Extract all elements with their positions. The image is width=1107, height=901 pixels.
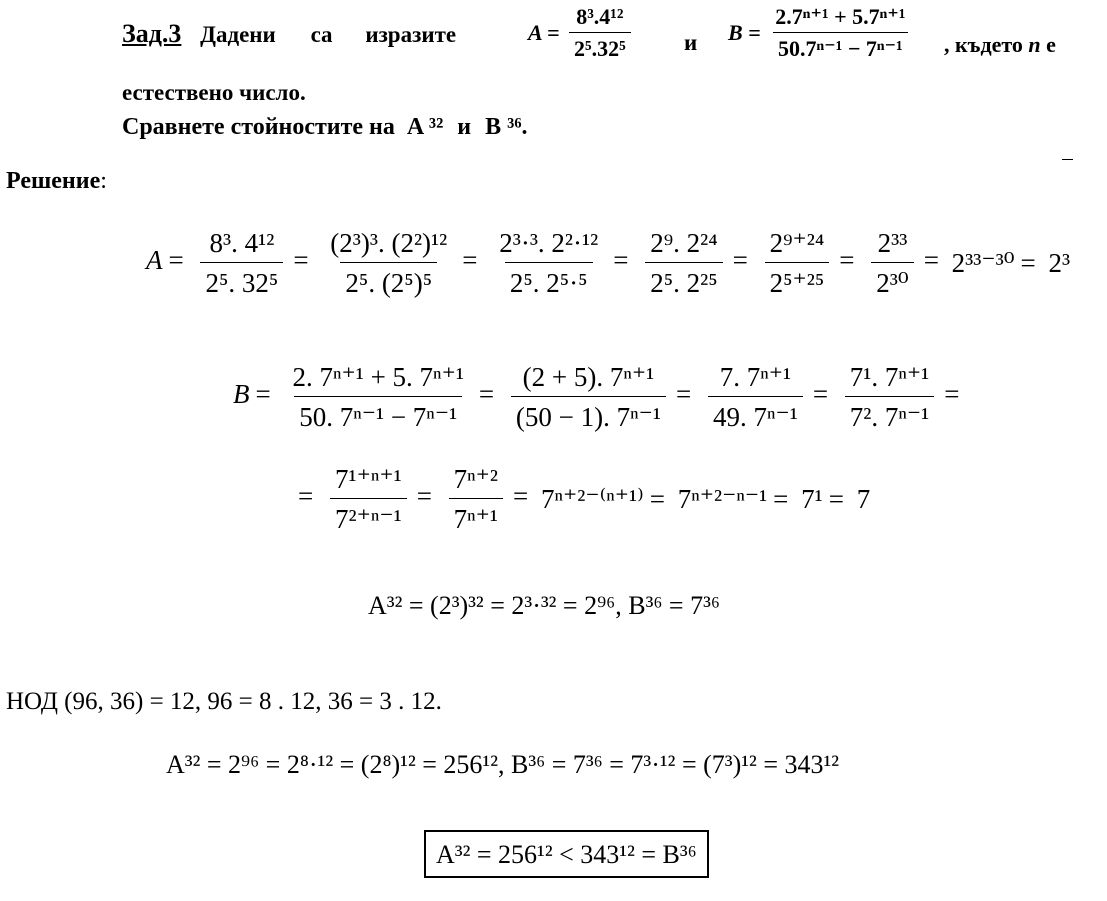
task-dot: . bbox=[521, 114, 528, 140]
B-tail-1: 7ⁿ⁺²⁻⁽ⁿ⁺¹⁾ bbox=[541, 484, 644, 514]
A-tail-1: 2³³⁻³⁰ bbox=[951, 248, 1015, 278]
B-step-6-den: 7ⁿ⁺¹ bbox=[449, 498, 503, 536]
A-step-6-num: 2³³ bbox=[877, 228, 908, 258]
equals-sign: = bbox=[944, 379, 960, 410]
equals-sign: = bbox=[773, 484, 789, 514]
A-tail-2: 2³ bbox=[1048, 248, 1071, 278]
task-natural-number: естествено число. bbox=[122, 80, 306, 105]
A-step-6-den: 2³⁰ bbox=[871, 262, 913, 300]
gcd-line: НОД (96, 36) = 12, 96 = 8 . 12, 36 = 3 . 12. bbox=[6, 688, 442, 715]
B-step-3-num: 7. 7ⁿ⁺¹ bbox=[719, 362, 792, 392]
A-step-3-num: 2³·³. 2²·¹² bbox=[499, 228, 599, 258]
equals-sign: = bbox=[462, 245, 478, 276]
B-equation-chain-1 bbox=[233, 360, 965, 434]
A-step-1-den: 2⁵. 32⁵ bbox=[200, 262, 283, 300]
task-A-numerator: 8³.4¹² bbox=[576, 4, 624, 29]
B-step-6-num: 7ⁿ⁺² bbox=[453, 464, 499, 494]
task-B-definition bbox=[728, 4, 914, 62]
task-A-denominator: 2⁵.32⁵ bbox=[569, 32, 631, 62]
equals-sign: = bbox=[812, 379, 829, 410]
task-is: е bbox=[1046, 32, 1056, 57]
equals-sign: = bbox=[732, 245, 748, 276]
decorative-dash bbox=[1062, 159, 1073, 160]
B-step-1 bbox=[287, 360, 468, 434]
A-step-2 bbox=[325, 226, 452, 300]
A-step-5 bbox=[765, 226, 830, 300]
A-step-5-den: 2⁵⁺²⁵ bbox=[765, 262, 830, 300]
B-step-6 bbox=[449, 462, 503, 536]
A-step-1 bbox=[200, 226, 283, 300]
B-step-1-num: 2. 7ⁿ⁺¹ + 5. 7ⁿ⁺¹ bbox=[292, 362, 464, 392]
powers-line: A³² = (2³)³² = 2³·³² = 2⁹⁶, B³⁶ = 7³⁶ bbox=[368, 591, 720, 620]
solution-label-line bbox=[6, 168, 107, 195]
B-step-4 bbox=[845, 360, 934, 434]
task-n-variable: n bbox=[1028, 32, 1041, 57]
task-A-definition bbox=[528, 4, 635, 62]
task-B-numerator: 2.7ⁿ⁺¹ + 5.7ⁿ⁺¹ bbox=[775, 4, 906, 29]
B-step-2 bbox=[511, 360, 666, 434]
B-step-1-den: 50. 7ⁿ⁻¹ − 7ⁿ⁻¹ bbox=[294, 396, 462, 434]
B-step-4-num: 7¹. 7ⁿ⁺¹ bbox=[849, 362, 930, 392]
task-compare-line bbox=[122, 114, 528, 141]
solution-label: Решение bbox=[6, 168, 101, 194]
B-tail-3: 7¹ bbox=[801, 484, 823, 514]
B-step-5 bbox=[330, 462, 407, 536]
task-A-fraction bbox=[569, 4, 631, 62]
task-conj-and: и bbox=[684, 30, 698, 55]
A-step-1-num: 8³. 4¹² bbox=[209, 228, 275, 258]
equals-sign: = bbox=[416, 481, 432, 512]
equals-sign: = bbox=[675, 379, 692, 410]
task-intro-word: Дадени bbox=[200, 22, 276, 47]
equals-sign: = bbox=[839, 245, 855, 276]
A-equation-chain bbox=[146, 226, 1070, 300]
A-step-2-num: (2³)³. (2²)¹² bbox=[330, 228, 448, 258]
B-step-3-den: 49. 7ⁿ⁻¹ bbox=[708, 396, 803, 434]
task-B-lhs: B = bbox=[728, 20, 761, 45]
task-and: и bbox=[457, 114, 472, 140]
A-symbol: A bbox=[146, 245, 163, 276]
task-B-denominator: 50.7ⁿ⁻¹ − 7ⁿ⁻¹ bbox=[773, 32, 908, 62]
A-step-6 bbox=[871, 226, 913, 300]
task-where-clause bbox=[944, 32, 1056, 58]
task-word-are: са bbox=[310, 22, 333, 47]
B-step-3 bbox=[708, 360, 803, 434]
A-step-3-den: 2⁵. 2⁵·⁵ bbox=[505, 262, 593, 300]
equals-sign: = bbox=[168, 245, 184, 276]
A-step-4-den: 2⁵. 2²⁵ bbox=[645, 262, 722, 300]
B-tail-4: 7 bbox=[856, 484, 871, 514]
task-word-expr: изразите bbox=[365, 22, 457, 47]
task-A32: A ³² bbox=[406, 114, 444, 140]
equals-sign: = bbox=[293, 245, 309, 276]
B-step-5-den: 7²⁺ⁿ⁻¹ bbox=[330, 498, 407, 536]
B-tail-2: 7ⁿ⁺²⁻ⁿ⁻¹ bbox=[677, 484, 768, 514]
equals-sign: = bbox=[513, 481, 529, 512]
task-A-lhs: A = bbox=[528, 20, 560, 45]
B-step-4-den: 7². 7ⁿ⁻¹ bbox=[845, 396, 934, 434]
equals-sign: = bbox=[649, 484, 665, 514]
task-statement-line-1 bbox=[122, 18, 456, 49]
B-equation-chain-2 bbox=[292, 462, 870, 536]
task-B36: B ³⁶ bbox=[485, 114, 522, 140]
equals-sign: = bbox=[478, 379, 495, 410]
B-step-5-num: 7¹⁺ⁿ⁺¹ bbox=[334, 464, 402, 494]
A-step-2-den: 2⁵. (2⁵)⁵ bbox=[340, 262, 437, 300]
task-compare-text: Сравнете стойностите на bbox=[122, 114, 395, 140]
equals-sign: = bbox=[613, 245, 629, 276]
equals-sign: = bbox=[828, 484, 844, 514]
compare-line: A³² = 2⁹⁶ = 2⁸·¹² = (2⁸)¹² = 256¹², B³⁶ = 7³⁶ = 7³·¹² = (7³)¹² = 343¹² bbox=[166, 750, 840, 779]
equals-sign: = bbox=[923, 245, 939, 276]
final-answer-box: A³² = 256¹² < 343¹² = B³⁶ bbox=[424, 830, 709, 878]
B-step-2-den: (50 − 1). 7ⁿ⁻¹ bbox=[511, 396, 666, 434]
solution-colon: : bbox=[100, 168, 107, 194]
equals-sign: = bbox=[1020, 248, 1036, 278]
task-B-fraction bbox=[770, 4, 910, 62]
task-label: Зад.3 bbox=[122, 19, 182, 48]
B-symbol: B bbox=[233, 379, 250, 410]
task-where: , където bbox=[944, 32, 1023, 57]
A-step-4 bbox=[645, 226, 722, 300]
B-step-2-num: (2 + 5). 7ⁿ⁺¹ bbox=[522, 362, 655, 392]
A-step-5-num: 2⁹⁺²⁴ bbox=[769, 228, 825, 258]
A-step-4-num: 2⁹. 2²⁴ bbox=[650, 228, 718, 258]
equals-sign: = bbox=[255, 379, 271, 410]
A-step-3 bbox=[494, 226, 603, 300]
equals-sign: = bbox=[298, 481, 314, 512]
